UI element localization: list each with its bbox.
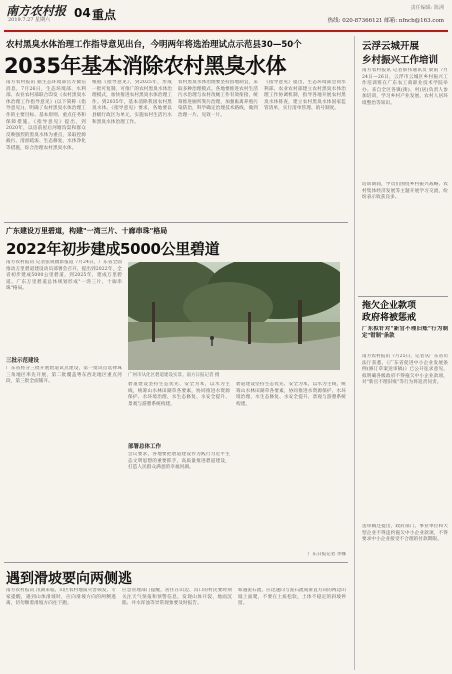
story1-col4 [264,80,346,222]
editor-line: 责任编辑: 陈洲 [410,5,444,11]
newspaper-logo: 南方农村报 [6,4,67,18]
right-badge-title [362,300,448,324]
story-divider-2 [4,562,348,563]
story2-col3 [128,382,230,438]
story1-col2 [92,80,172,222]
right-text4-body: 送审稿还提出，政府部门、事业单位和大型企业不得违约拖欠中小企业款项，不得要求中小企业接受不合理的付款期限。 [362,524,448,543]
story2-subhead1: 三批示范建设 [6,358,40,364]
story1-col1-text: 南方农村报讯 据生态环境部官方微信消息，7月26日，生态环境部、水利部、农业农村部联合印发《农村黑臭水体治理工作指导意见》(以下简称《指导意见》)，明确了农村黑臭水体治理工作的主要目标、基本原则、重点任务和保障措施。《指导意见》提出，到2020年，以房前屋后河塘沟渠和群众反映强烈的黑臭水体为重点，采取控源截污、清淤疏浚、生态修复、水体净化等措施，综合治理农村黑臭水体。 [6,80,86,151]
story1-kicker: 农村黑臭水体治理工作指导意见出台，今明两年将选治理试点示范县30—50个 [6,40,302,50]
story2-col1b [6,366,122,562]
story2-byline: 广东日报记者 李娜 [307,552,346,557]
story3-headline: 遇到滑坡要向两侧逃 [6,571,132,587]
story3-col1 [6,588,116,670]
section-name: 重点 [92,8,117,22]
right-text3-body: 南方农村报讯 7月25日，记者从广东省司法厅获悉，《广东省促进中小企业发展条例(修订草案送审稿)》已公开征求意见，拟明确各级政府不得拖欠中小企业款项，对"新官不理旧账"等行为将追责问责。 [362,354,448,386]
story2-footer [290,552,346,560]
section-number: 04 [74,6,91,20]
contact-line: 热线: 020-87366121 邮箱: nfncb@163.com [327,18,444,24]
story3-col1-text: 南方农村报讯 汛期来临，山区农村地质灾害频发。专家提醒，遇到山体滑坡时，应向滑坡方向的两侧逃离，切勿顺着滑坡方向往下跑。 [6,588,116,607]
story2-col4 [128,452,230,558]
column-divider [354,36,355,670]
story1-col4-text: 《指导意见》提出，生态环境部会同水利部、农业农村部建立农村黑臭水体治理工作协调机制，指导各地开展农村黑臭水体排查，建立农村黑臭水体国家监管清单，实行清单管理、销号制度。 [264,80,346,112]
story2-kicker: 广东建设万里碧道，构建"一湾三片、十廊串珠"格局 [6,227,168,235]
story2-headline: 2022年初步建成5000公里碧道 [6,240,220,258]
story2-col3-text: 碧道建设坚持生态优先、安全为本，以水为主线，统筹山水林田湖草各要素，协同推进水资源保护、水环境治理、水生态修复、水安全提升、景观与游憩系统构建。 [128,382,230,407]
right-text1-body: 南方农村报讯 记者蔡伟通讯员 梁雨 7月24日—26日，云浮市云城区乡村振兴工作培训班在广东农工商职业技术学院举办。来自全区各镇(街)、村(居)负责人参加培训，学习乡村产业发展、农村人居环境整治等知识。 [362,68,448,106]
right-text3 [362,354,448,520]
story-divider [4,222,348,223]
story1-col2-text: 根据《指导意见》，到2025年，形成一批可复制、可推广的农村黑臭水体治理模式，加快推进农村黑臭水体治理工作。到2035年，基本消除我国农村黑臭水体。《指导意见》要求，各地要以县级行政区为单元，实施农村生活污水和黑臭水体治理工作。 [92,80,172,125]
right-divider [358,296,448,297]
right-text2 [362,182,448,292]
story2-photo [128,262,340,370]
header-rule [4,30,448,32]
story1-col3 [178,80,258,222]
photo-illustration [128,262,340,370]
story2-col5-text: 碧道建设坚持生态优先、安全为本，以水为主线，统筹山水林田湖草各要素，协同推进水资源保护、水环境治理、水生态修复、水安全提升、景观与游憩系统构建。 [236,382,346,407]
story2-col1b-text: 广东省将分三批开展碧道试点建设，第一批试点选择珠三角地区率先开展，第二批覆盖粤东西北地区重点河段，第三批全面铺开。 [6,366,122,385]
right-badge-sub-text: 广东拟针对"新官不理旧账"行为制定"钳制"条款 [362,326,448,339]
story1-col3-text: 农村黑臭水体治理要坚持因地制宜，采取多种治理模式。各地要推进农村生活污水治理与农村改厕工作有效衔接，统筹推进厕所粪污治理，加强畜禽养殖污染防治，科学确定治理技术路线，做到治理一片、见效一片。 [178,80,258,118]
story1-headline: 2035年基本消除农村黑臭水体 [4,54,286,78]
story2-subhead2: 部署总体工作 [128,444,162,450]
story2-col5 [236,382,346,558]
right-badge-sub [362,326,448,350]
right-text4 [362,524,448,670]
right-headline1: 云浮云城开展 [362,41,420,52]
story1-col1 [6,80,86,222]
story3-col2-text: 应急管理部门提醒，居住在山边、沟口的村民要时刻关注天气预报和预警信息，发现山体开裂、地面沉陷、井水浑浊等异常现象要及时报告。 [122,588,232,607]
story3-col2 [122,588,232,670]
photo-caption: 广州市从化区碧道建设实景。南方日报记者 摄 [128,373,220,378]
right-text2-body: 培训期间，学员们围绕乡村振兴战略、农村集体经济发展等主题开展学习交流，纷纷表示收获良多。 [362,182,448,201]
right-headline2: 乡村振兴工作培训 [362,55,439,66]
story2-col1 [6,260,122,352]
story3-col3-text: 如遇泥石流，应迅速向与泥石流成垂直方向的两边山坡上面爬，不要在土质松软、土体不稳定的斜坡停留。 [238,588,346,607]
story2-col4-text: 会议要求，各地要把碧道建设作为践行习近平生态文明思想的重要抓手，高质量推进碧道建设，打造人民群众满意的幸福河湖。 [128,452,230,471]
right-badge-line: 拖欠企业款项 政府将被惩戒 [362,301,417,323]
dateline: 2019.7.27 星期六 [8,17,51,23]
story2-col1-text: 南方农村报讯 记者张锐摄影报道 7月24日，广东省全面推动万里碧道建设动员部署会召开，提出到2022年，全省初步建成5000公里碧道，到2025年，建成万里碧道。广东万里碧道总体规划形成"一湾三片、十廊串珠"格局。 [6,260,122,292]
right-text1 [362,68,448,178]
story3-col3 [238,588,346,670]
